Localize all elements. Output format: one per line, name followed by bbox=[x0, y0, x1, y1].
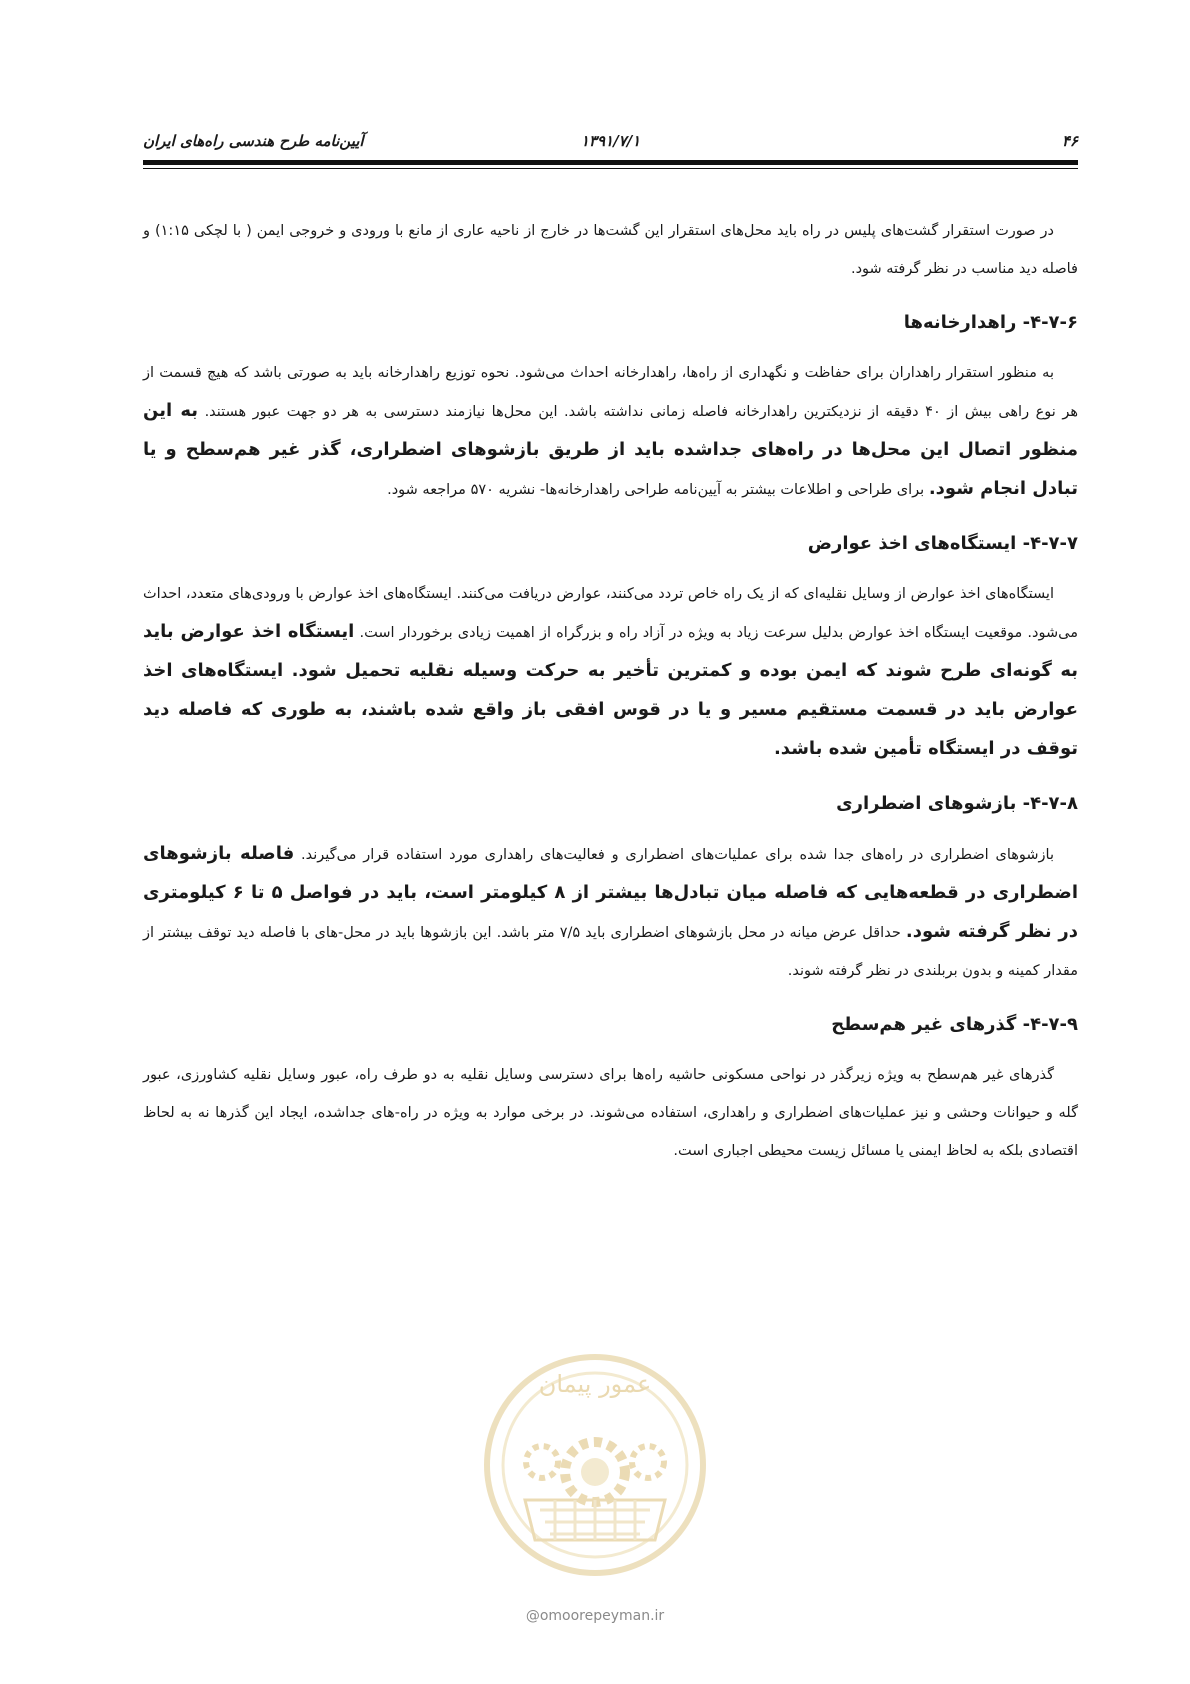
paragraph-text: به منظور استقرار راهداران برای حفاظت و نگهداری از راه‌ها، راهدارخانه احداث می‌شود. نحوه توزیع راهدارخانه باید به صورتی باشد که هیچ قسمت از هر نوع راهی بیش از ۴۰ دقیقه از نزدیکترین راهدارخانه فاصله زمانی نداشته باشد. این محل‌ها نیازمند دسترسی به هر دو جهت عبور هستند. bbox=[143, 365, 1079, 420]
paragraph-text: حداقل عرض میانه در محل بازشوهای اضطراری باید ۷/۵ متر باشد. این بازشوها باید در محل-های با فاصله دید توقف بیشتر از مقدار کمینه و بدون بربلندی در نظر گرفته شوند. bbox=[143, 925, 1078, 979]
paragraph-text: گذرهای غیر هم‌سطح به ویژه زیرگذر در نواحی مسکونی حاشیه راه‌ها برای دسترسی وسایل نقلیه به دو طرف راه، عبور وسایل نقلیه کشاورزی، عبور گله و حیوانات وحشی و نیز عملیات‌های اضطراری و راهداری، استفاده می‌شوند. در برخی موارد به ویژه در راه-های جداشده، ایجاد این گذرها نه به لحاظ اقتصادی بلکه به لحاظ ایمنی یا مسائل زیست محیطی اجباری است. bbox=[143, 1067, 1078, 1159]
section-heading-rahdarkhane: ۴-۷-۶- راهدارخانه‌ها bbox=[903, 312, 1078, 333]
intro-paragraph bbox=[143, 212, 1078, 288]
watermark-logo bbox=[480, 1350, 710, 1580]
section-paragraph-rahdarkhane bbox=[143, 354, 1078, 509]
paragraph-bold-text: فاصله بازشوهای اضطراری در قطعه‌هایی که فاصله میان تبادل‌ها بیشتر از ۸ کیلومتر است، باید در فواصل ۵ تا ۶ کیلومتری در نظر گرفته شود. bbox=[143, 843, 1079, 942]
paragraph-text: بازشوهای اضطراری در راه‌های جدا شده برای عملیات‌های اضطراری و فعالیت‌های راهداری مورد استفاده قرار می‌گیرند. bbox=[301, 847, 1055, 863]
section-heading-grade-separations: ۴-۷-۹- گذرهای غیر هم‌سطح bbox=[831, 1014, 1078, 1035]
paragraph-text: ایستگاه‌های اخذ عوارض از وسایل نقلیه‌ای که از یک راه خاص تردد می‌کنند، عوارض دریافت می‌کنند. ایستگاه‌های اخذ عوارض با ورودی‌های متعدد، احداث می‌شود. موقعیت ایستگاه اخذ عوارض بدلیل سرعت زیاد به ویژه در آزاد راه و بزرگراه از اهمیت زیادی برخوردار است. bbox=[143, 586, 1078, 641]
section-heading-toll-stations: ۴-۷-۷- ایستگاه‌های اخذ عوارض bbox=[807, 533, 1078, 554]
section-paragraph-emergency-openings bbox=[143, 835, 1078, 990]
header-rule-thin bbox=[143, 168, 1078, 169]
page-content bbox=[143, 212, 1078, 1170]
paragraph-bold-text: ایستگاه اخذ عوارض باید به گونه‌ای طرح شوند که ایمن بوده و کمترین تأخیر به حرکت وسیله نقلیه تحمیل شود. ایستگاه‌های اخذ عوارض باید در قسمت مستقیم مسیر و یا در قوس افقی باز واقع شده باشند، به طوری که فاصله دید توقف در ایستگاه تأمین شده باشد. bbox=[143, 621, 1078, 759]
header-date: ۱۳۹۱/۷/۱ bbox=[580, 132, 641, 150]
header-title: آیین‌نامه طرح هندسی راه‌های ایران bbox=[143, 132, 364, 150]
page-header bbox=[143, 132, 1078, 154]
watermark-logo-text: عمور پیمان bbox=[538, 1370, 652, 1398]
intro-text: در صورت استقرار گشت‌های پلیس در راه باید محل‌های استقرار این گشت‌ها در خارج از ناحیه عاری از مانع با ورودی و خروجی ایمن ( با لچکی ۱:۱۵) و فاصله دید مناسب در نظر گرفته شود. bbox=[143, 223, 1078, 277]
paragraph-text: برای طراحی و اطلاعات بیشتر به آیین‌نامه طراحی راهدارخانه‌ها- نشریه ۵۷۰ مراجعه شود. bbox=[387, 482, 925, 498]
page-number: ۴۶ bbox=[1061, 132, 1078, 150]
watermark-url: @omoorepeyman.ir bbox=[525, 1608, 665, 1624]
paragraph-bold-text: به این منظور اتصال این محل‌ها در راه‌های جداشده باید از طریق بازشوهای اضطراری، گذر غیر هم‌سطح و یا تبادل انجام شود. bbox=[143, 400, 1078, 499]
header-rule-thick bbox=[143, 160, 1078, 165]
section-heading-emergency-openings: ۴-۷-۸- بازشوهای اضطراری bbox=[836, 793, 1078, 814]
section-paragraph-toll-stations bbox=[143, 575, 1078, 769]
section-paragraph-grade-separations bbox=[143, 1056, 1078, 1170]
